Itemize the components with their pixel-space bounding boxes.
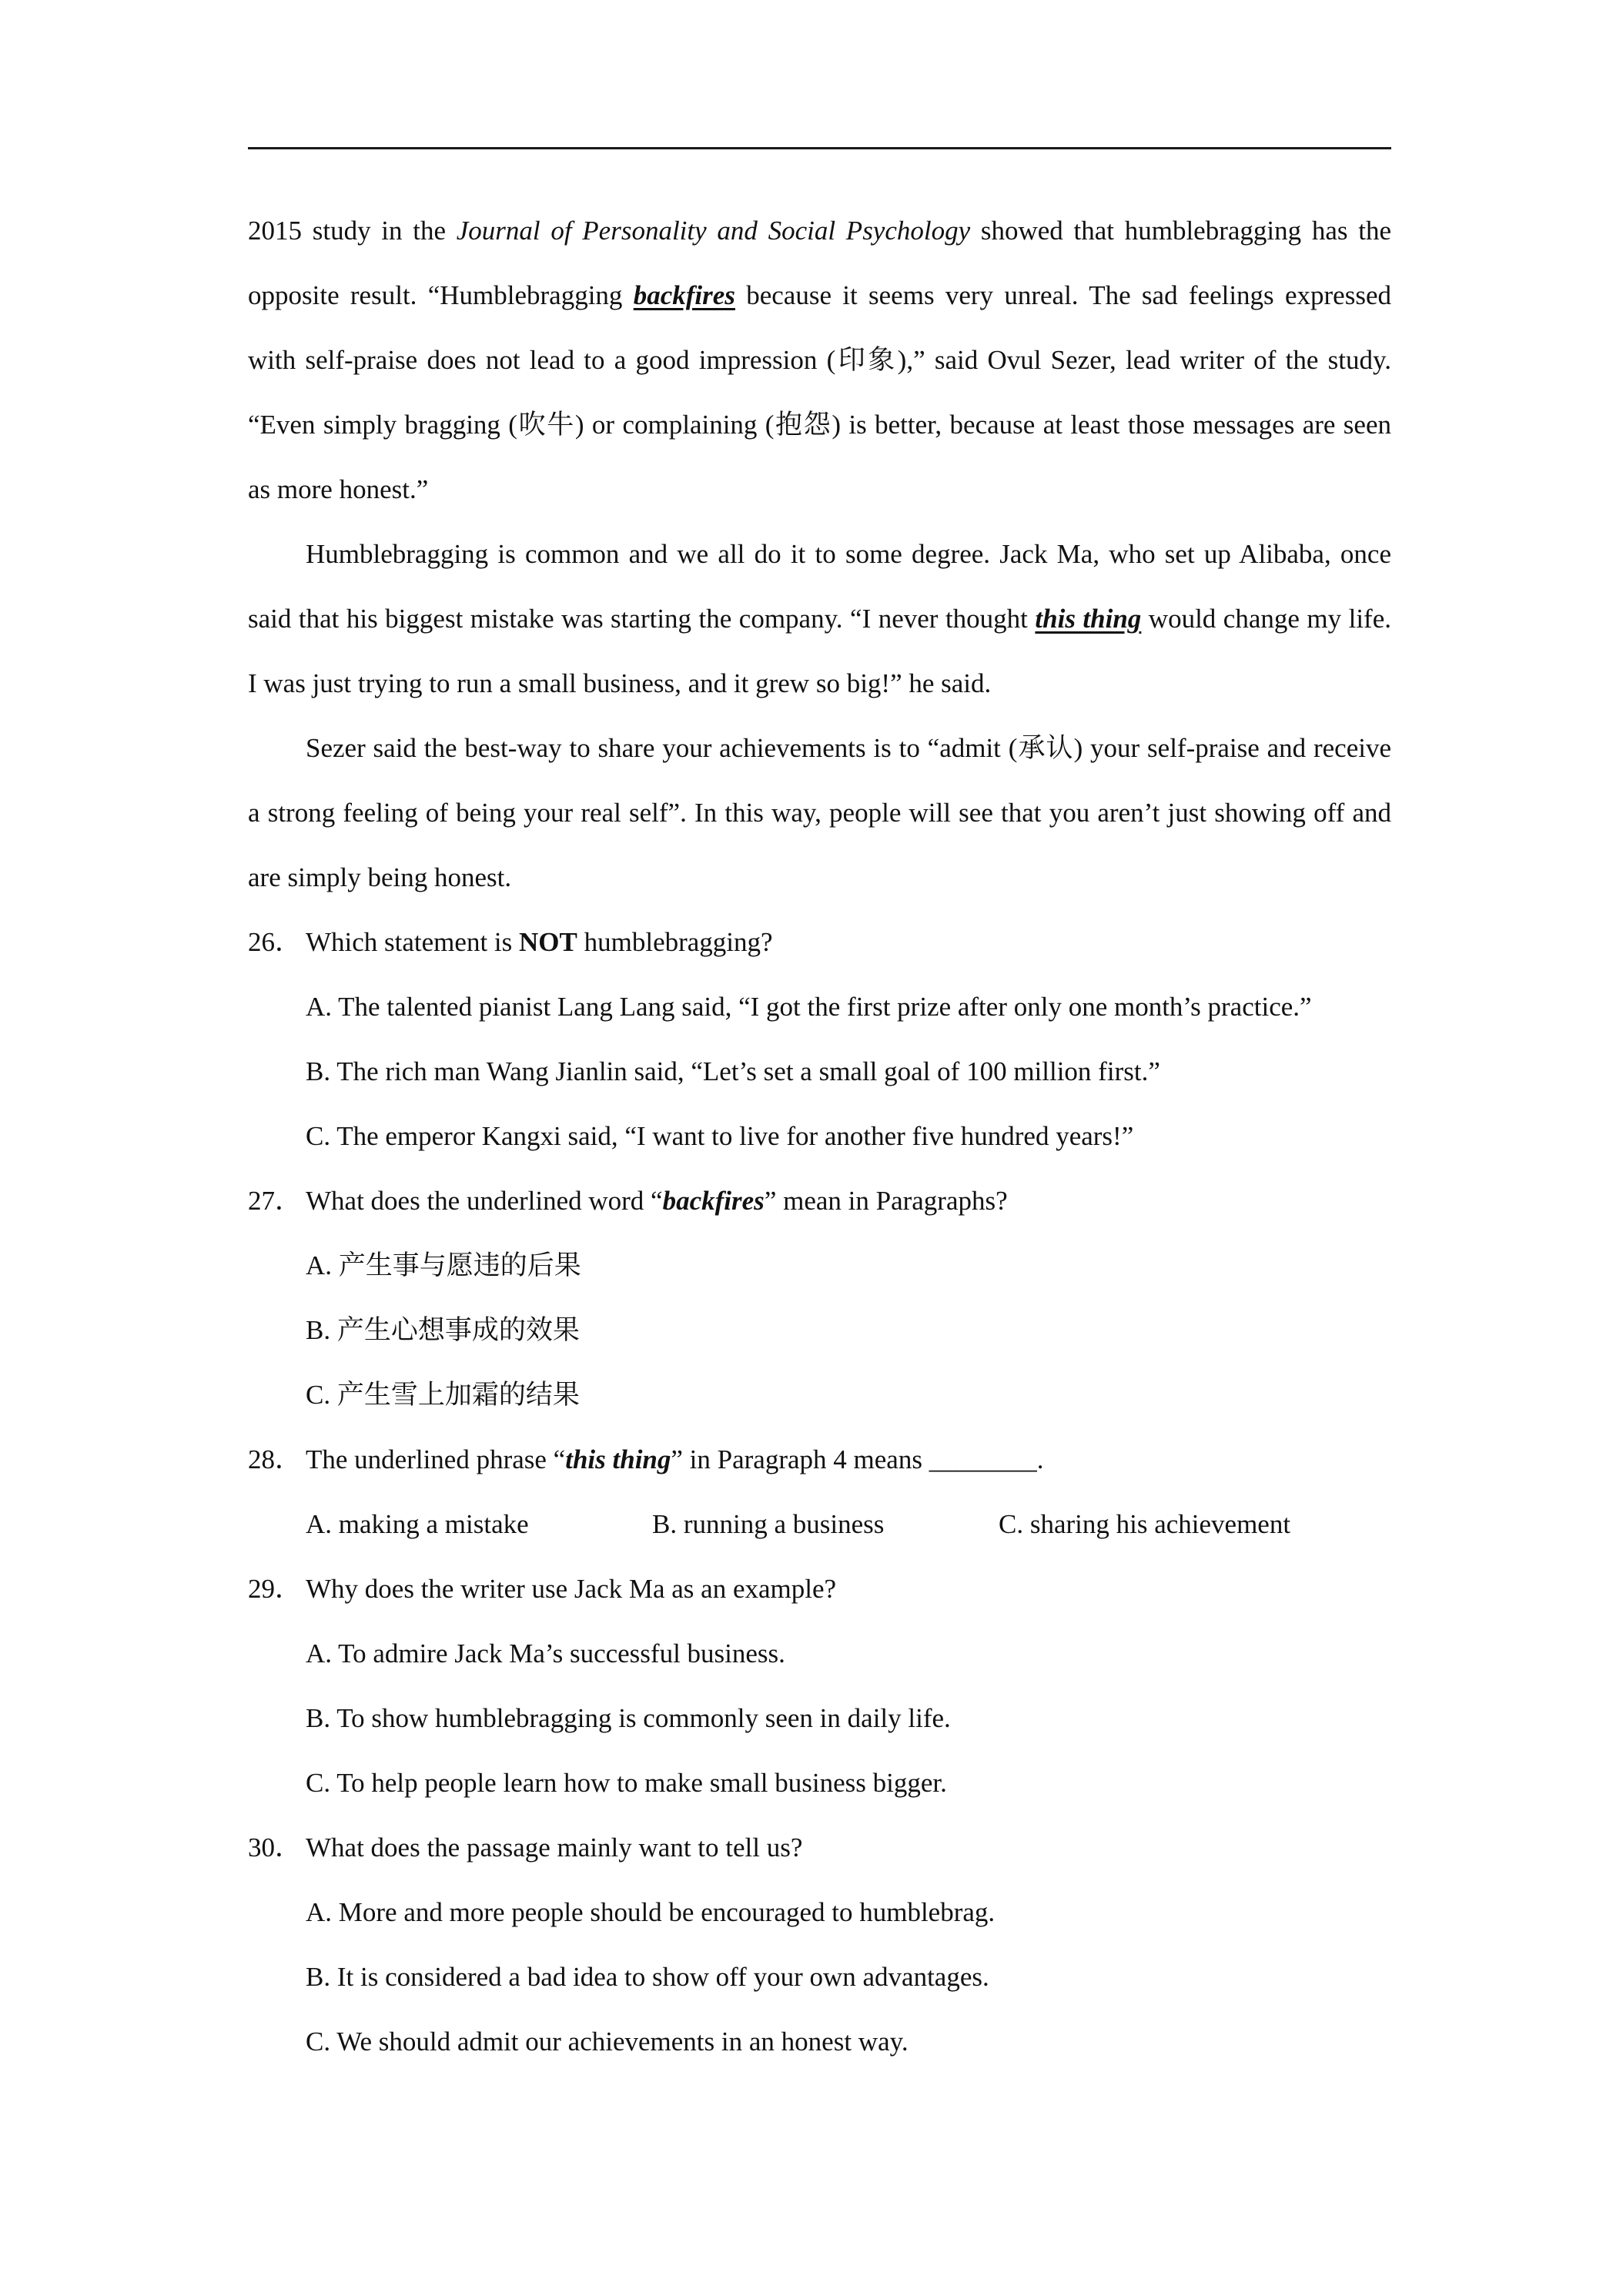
option-28-a: A. making a mistake xyxy=(306,1509,529,1539)
passage-paragraph-1 xyxy=(248,199,1391,522)
option-29-b: B. To show humblebragging is commonly seen in daily life. xyxy=(306,1703,951,1733)
option-26-c: C. The emperor Kangxi said, “I want to live for another five hundred years!” xyxy=(306,1121,1134,1151)
question-number: 28． xyxy=(248,1444,303,1474)
question-bold: backfires xyxy=(662,1186,765,1216)
header-rule xyxy=(248,147,1391,149)
question-number: 26． xyxy=(248,927,303,957)
question-number: 30． xyxy=(248,1832,303,1863)
p1-text-1: 2015 study in the xyxy=(248,216,457,246)
option-28-c: C. sharing his achievement xyxy=(999,1509,1291,1539)
option-28-b: B. running a business xyxy=(652,1509,885,1539)
option-27-a: A. 产生事与愿违的后果 xyxy=(306,1250,581,1280)
question-26 xyxy=(248,910,1391,975)
question-text: What does the passage mainly want to tell us? xyxy=(306,1832,803,1863)
page-content xyxy=(248,199,1391,2074)
question-bold: NOT xyxy=(519,927,577,957)
option-29-c: C. To help people learn how to make small business bigger. xyxy=(306,1768,947,1798)
question-text: Why does the writer use Jack Ma as an example? xyxy=(306,1574,837,1604)
options-28-row xyxy=(248,1492,1391,1557)
option-29-a: A. To admire Jack Ma’s successful business. xyxy=(306,1638,785,1668)
option-30-c: C. We should admit our achievements in an honest way. xyxy=(306,2027,909,2057)
question-bold: this thing xyxy=(565,1444,671,1474)
question-number: 27． xyxy=(248,1186,303,1216)
question-text: ” in Paragraph 4 means ________. xyxy=(671,1444,1044,1474)
question-text: humblebragging? xyxy=(577,927,773,957)
question-text: Which statement is xyxy=(306,927,520,957)
question-text: What does the underlined word “ xyxy=(306,1186,663,1216)
journal-title: Journal of Personality and Social Psychology xyxy=(456,216,971,246)
question-29 xyxy=(248,1557,1391,1622)
question-number: 29． xyxy=(248,1574,303,1604)
option-26-a: A. The talented pianist Lang Lang said, “I got the first prize after only one month’s practice.” xyxy=(306,992,1312,1022)
option-30-b: B. It is considered a bad idea to show off your own advantages. xyxy=(306,1962,989,1992)
option-26-b: B. The rich man Wang Jianlin said, “Let’s set a small goal of 100 million first.” xyxy=(306,1056,1160,1086)
passage-paragraph-2 xyxy=(248,522,1391,716)
p2-text-1: Humblebragging is common and we all do it to some degree. Jack Ma, who set up Alibaba, once said that his biggest mistake was starting the company. “I never thought xyxy=(248,539,1391,634)
option-27-c: C. 产生雪上加霜的结果 xyxy=(306,1380,580,1410)
question-30 xyxy=(248,1816,1391,1880)
p1-text-3: because it seems very unreal. The sad feelings expressed with self-praise does not lead to a good impression (印象),” said Ovul Sezer, lead writer of the study. “Even simply bragging (吹牛) or complaining (抱怨) is better, because at least those messages are seen as more honest.” xyxy=(248,280,1391,504)
option-30-a: A. More and more people should be encouraged to humblebrag. xyxy=(306,1897,996,1927)
passage-paragraph-3: Sezer said the best-way to share your achievements is to “admit (承认) your self-praise and receive a strong feeling of being your real self”. In this way, people will see that you aren’t just showing off and are simply being honest. xyxy=(248,733,1391,892)
question-text: ” mean in Paragraphs? xyxy=(764,1186,1008,1216)
question-text: The underlined phrase “ xyxy=(306,1444,566,1474)
keyword-this-thing: this thing xyxy=(1035,604,1142,634)
question-28 xyxy=(248,1427,1391,1492)
p2-text-2: would change my life. I was just trying to run a small business, and it grew so big!” he said. xyxy=(248,604,1391,698)
p1-text-2: showed that humblebragging has the opposite result. “Humblebragging xyxy=(248,216,1391,310)
keyword-backfires: backfires xyxy=(633,280,735,310)
option-27-b: B. 产生心想事成的效果 xyxy=(306,1315,580,1345)
question-27 xyxy=(248,1169,1391,1233)
